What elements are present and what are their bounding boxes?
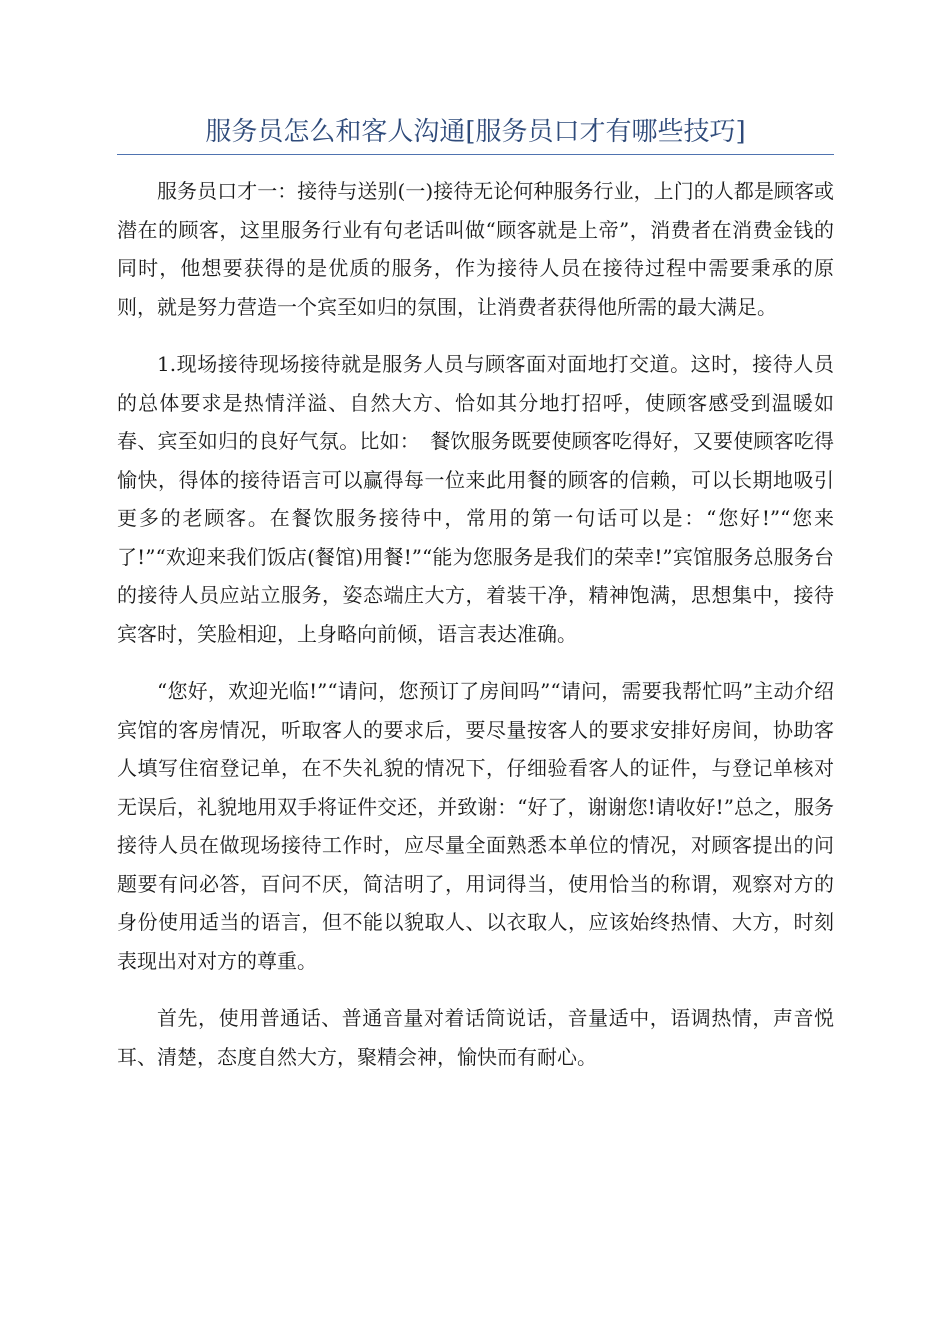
document-body: [117, 172, 834, 1095]
paragraph-hotel-front-desk: “您好，欢迎光临!”“请问，您预订了房间吗”“请问，需要我帮忙吗”主动介绍宾馆的客房情况，听取客人的要求后，要尽量按客人的要求安排好房间，协助客人填写住宿登记单，在不失礼貌的情况下，仔细验看客人的证件，与登记单核对无误后，礼貌地用双手将证件交还，并致谢：“好了，谢谢您!请收好!”总之，服务接待人员在做现场接待工作时，应尽量全面熟悉本单位的情况，对顾客提出的问题要有问必答，百问不厌，简洁明了，用词得当，使用恰当的称谓，观察对方的身份使用适当的语言，但不能以貌取人、以衣取人，应该始终热情、大方，时刻表现出对对方的尊重。: [117, 679, 834, 973]
paragraph-onsite-reception: 1.现场接待现场接待就是服务人员与顾客面对面地打交道。这时，接待人员的总体要求是热情洋溢、自然大方、恰如其分地打招呼，使顾客感受到温暖如春、宾至如归的良好气氛。比如： 餐饮服务既要使顾客吃得好，又要使顾客吃得愉快，得体的接待语言可以赢得每一位来此用餐的顾客的信赖，可以长期地吸引更多的老顾客。在餐饮服务接待中，常用的第一句话可以是：“您好!”“您来了!”“欢迎来我们饭店(餐馆)用餐!”“能为您服务是我们的荣幸!”宾馆服务总服务台的接待人员应站立服务，姿态端庄大方，着装干净，精神饱满，思想集中，接待宾客时，笑脸相迎，上身略向前倾，语言表达准确。: [117, 352, 834, 646]
title-underline: [117, 154, 834, 155]
paragraph-telephone: 首先，使用普通话、普通音量对着话筒说话，音量适中，语调热情，声音悦耳、清楚，态度自然大方，聚精会神，愉快而有耐心。: [117, 1006, 834, 1069]
paragraph-intro: 服务员口才一：接待与送别(一)接待无论何种服务行业，上门的人都是顾客或潜在的顾客，这里服务行业有句老话叫做“顾客就是上帝”，消费者在消费金钱的同时，他想要获得的是优质的服务，作为接待人员在接待过程中需要秉承的原则，就是努力营造一个宾至如归的氛围，让消费者获得他所需的最大满足。: [117, 179, 834, 319]
document-title: 服务员怎么和客人沟通[服务员口才有哪些技巧]: [205, 117, 746, 147]
